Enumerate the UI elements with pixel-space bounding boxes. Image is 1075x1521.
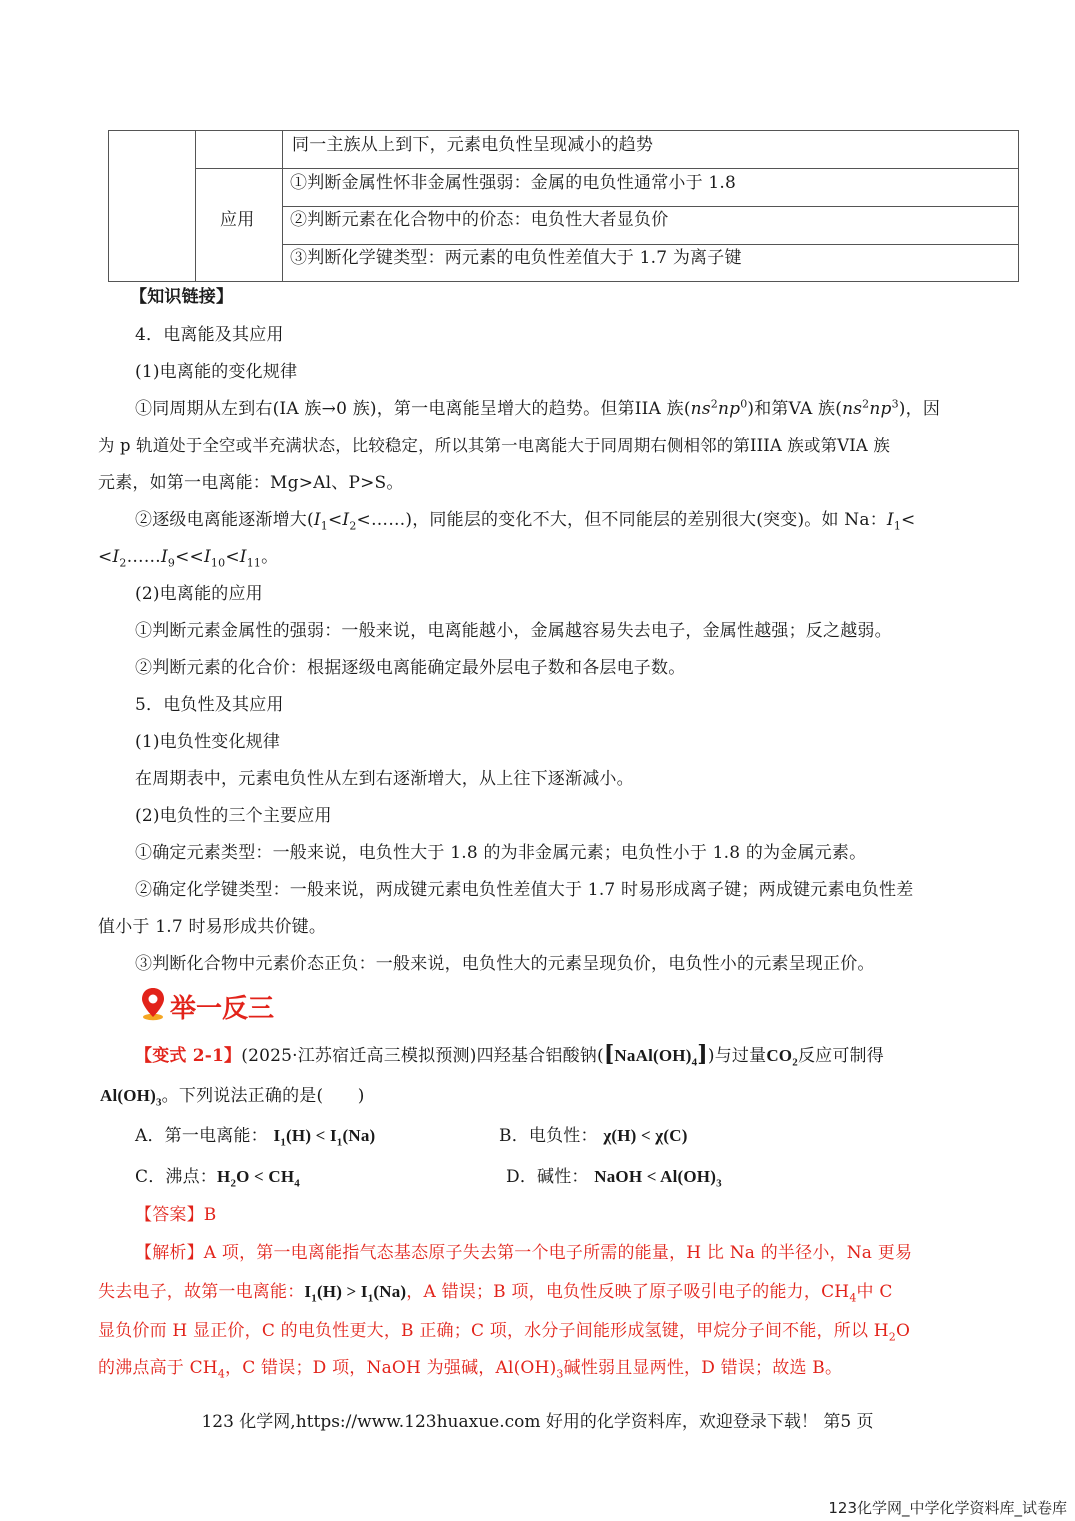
analysis-l4-b: ，C 错误；D 项，NaOH 为强碱，Al(OH) bbox=[225, 1358, 557, 1378]
table-border-top bbox=[108, 130, 1019, 131]
option-c-label: C．沸点： bbox=[135, 1167, 218, 1187]
p2l2-I11: I bbox=[239, 547, 247, 567]
table-cell-app-label: 应用 bbox=[220, 210, 255, 230]
analysis-l4-sub1: 4 bbox=[217, 1367, 226, 1381]
p1-ns: ns bbox=[690, 399, 711, 419]
analysis-l2-mid: (H) > I bbox=[316, 1282, 368, 1301]
analysis-l2-sub: 4 bbox=[849, 1291, 857, 1305]
p2l2-I10: I bbox=[204, 547, 211, 567]
option-a-i: I bbox=[273, 1126, 281, 1145]
table-cell-app-1: ①判断金属性怀非金属性强弱：金属的电负性通常小于 1.8 bbox=[290, 173, 737, 193]
table-border-left bbox=[108, 130, 109, 282]
paragraph-electroneg-2: ①确定元素类型：一般来说，电负性大于 1.8 的为非金属元素；电负性小于 1.8 的为金属元素。 bbox=[135, 843, 867, 863]
p2-I1b: I bbox=[886, 510, 894, 530]
paragraph-ionization-2-line2 bbox=[98, 545, 278, 569]
p2-sub-1b: 1 bbox=[893, 519, 902, 533]
p2l2-d: < bbox=[225, 547, 240, 567]
analysis-l3-sub: 2 bbox=[888, 1330, 896, 1344]
watermark: 123化学网_中学化学资料库_试卷库 bbox=[828, 1499, 1067, 1517]
analysis-line4 bbox=[98, 1356, 842, 1380]
table-cell-app-2: ②判断元素在化合物中的价态：电负性大者显负价 bbox=[290, 210, 669, 230]
option-b-expr: χ(H) < χ(C) bbox=[603, 1126, 688, 1145]
analysis-l2-a: 失去电子，故第一电离能： bbox=[98, 1282, 305, 1302]
option-a-sub2: 1 bbox=[336, 1136, 343, 1149]
p2-text-c: < bbox=[901, 510, 916, 530]
subheading-electroneg-use: (2)电负性的三个主要应用 bbox=[135, 806, 332, 826]
p1-text-a: ①同周期从左到右(IA 族→0 族)，第一电离能呈增大的趋势。但第IIA 族( bbox=[135, 399, 691, 419]
formula-co2-sub: 2 bbox=[792, 1056, 798, 1069]
option-b[interactable] bbox=[499, 1124, 688, 1148]
option-a-end: (Na) bbox=[342, 1126, 376, 1145]
knowledge-tag: 【知识链接】 bbox=[130, 287, 234, 307]
p1-sup-2: 2 bbox=[710, 397, 718, 411]
analysis-l3-a: 显负价而 H 显正价，C 的电负性更大，B 正确；C 项，水分子间能形成氢键，甲烷分子间不能，所以 H bbox=[98, 1321, 889, 1341]
option-a[interactable] bbox=[135, 1124, 375, 1148]
question-stem-line1 bbox=[135, 1042, 884, 1068]
subheading-electroneg-trend: (1)电负性变化规律 bbox=[135, 732, 281, 752]
page-footer: 123 化学网,https://www.123huaxue.com 好用的化学资料库，欢迎登录下载！ 第5 页 bbox=[201, 1412, 874, 1432]
option-c-expr: O < CH bbox=[236, 1167, 295, 1186]
analysis-line1: 【解析】A 项，第一电离能指气态基态原子失去第一个电子所需的能量，H 比 Na 的半径小，Na 更易 bbox=[135, 1243, 913, 1263]
table-border-bottom bbox=[108, 281, 1019, 282]
paragraph-ionization-2 bbox=[135, 508, 915, 532]
option-a-label: A．第一电离能： bbox=[135, 1126, 268, 1146]
heading-electronegativity: 5．电负性及其应用 bbox=[135, 695, 284, 715]
formula-co2: CO bbox=[766, 1046, 793, 1065]
p1-sup-0: 0 bbox=[740, 397, 748, 411]
p2l2-s10: 10 bbox=[210, 556, 226, 570]
subheading-ionization-use: (2)电离能的应用 bbox=[135, 584, 263, 604]
question-text-end: 反应可制得 bbox=[797, 1046, 884, 1066]
option-d-label: D．碱性： bbox=[506, 1167, 589, 1187]
analysis-l3-b: O bbox=[895, 1321, 911, 1341]
paragraph-electroneg-4: ③判断化合物中元素价态正负：一般来说，电负性大的元素呈现负价，电负性小的元素呈现正价。 bbox=[135, 954, 875, 974]
paragraph-electroneg-3-line1: ②确定化学键类型：一般来说，两成键元素电负性差值大于 1.7 时易形成离子键；两成键元素电负性差 bbox=[135, 880, 914, 900]
analysis-l4-a: 的沸点高于 CH bbox=[98, 1358, 218, 1378]
analysis-line2 bbox=[98, 1280, 893, 1304]
option-c[interactable] bbox=[135, 1165, 300, 1189]
p1-ns2: ns bbox=[842, 399, 863, 419]
analysis-l2-c: 中 C bbox=[856, 1282, 893, 1302]
table-cell-trend: 同一主族从上到下，元素电负性呈现减小的趋势 bbox=[292, 135, 654, 155]
p2-I1: I bbox=[313, 510, 321, 530]
bracket-left: [ bbox=[603, 1041, 615, 1067]
question-prompt: 。下列说法正确的是( ) bbox=[161, 1086, 365, 1106]
p2l2-e: 。 bbox=[261, 547, 279, 567]
p2l2-s11: 11 bbox=[246, 556, 262, 570]
formula-naaloh4: NaAl(OH) bbox=[614, 1046, 692, 1065]
section-heading: 举一反三 bbox=[170, 994, 275, 1024]
paragraph-ionization-1-line3: 元素，如第一电离能：Mg>Al、P>S。 bbox=[98, 473, 404, 493]
table-row-divider-2 bbox=[282, 206, 1019, 207]
formula-aloh3-sub: 3 bbox=[155, 1096, 162, 1109]
analysis-line3 bbox=[98, 1319, 910, 1343]
question-tag: 【变式 2-1】 bbox=[135, 1046, 242, 1066]
p1-np2: np bbox=[869, 399, 892, 419]
option-a-mid: (H) < I bbox=[286, 1126, 337, 1145]
p2l2-s9: 9 bbox=[167, 556, 176, 570]
paragraph-ionization-1 bbox=[135, 397, 940, 421]
paragraph-electroneg-3-line2: 值小于 1.7 时易形成共价键。 bbox=[98, 917, 327, 937]
analysis-l2-b: ，A 错误；B 项，电负性反映了原子吸引电子的能力，CH bbox=[406, 1282, 850, 1302]
analysis-l2-end: (Na) bbox=[373, 1282, 407, 1301]
heading-ionization: 4．电离能及其应用 bbox=[135, 325, 284, 345]
p2l2-s2: 2 bbox=[119, 556, 127, 570]
option-b-label: B．电负性： bbox=[499, 1126, 598, 1146]
p2-sub-1: 1 bbox=[320, 519, 328, 533]
p1-sup-2b: 2 bbox=[862, 397, 870, 411]
answer-label: 【答案】B bbox=[135, 1205, 217, 1225]
option-c-sub2: 4 bbox=[294, 1177, 300, 1190]
option-c-sub1: 2 bbox=[230, 1177, 237, 1190]
p2l2-a: < bbox=[98, 547, 113, 567]
bracket-right: ] bbox=[697, 1041, 708, 1067]
p2l2-c: << bbox=[175, 547, 204, 567]
p2-lt: < bbox=[327, 510, 343, 530]
p2-text-b: <……)，同能层的变化不大，但不同能层的差别很大(突变)。如 Na： bbox=[356, 510, 887, 530]
question-stem-line2 bbox=[100, 1084, 365, 1108]
question-text-after: )与过量 bbox=[707, 1046, 767, 1066]
analysis-l2-i: I bbox=[304, 1282, 312, 1301]
table-cell-app-3: ③判断化学键类型：两元素的电负性差值大于 1.7 为离子键 bbox=[290, 248, 742, 268]
formula-aloh3: Al(OH) bbox=[100, 1086, 156, 1105]
paragraph-ionization-4: ②判断元素的化合价：根据逐级电离能确定最外层电子数和各层电子数。 bbox=[135, 658, 686, 678]
p1-sup-3: 3 bbox=[891, 397, 899, 411]
option-d-expr: NaOH < Al(OH) bbox=[594, 1167, 717, 1186]
table-row-divider-1 bbox=[195, 168, 1019, 169]
p2l2-I2: I bbox=[112, 547, 120, 567]
question-source: (2025·江苏宿迁高三模拟预测)四羟基合铝酸钠( bbox=[241, 1046, 604, 1066]
p2l2-I9: I bbox=[160, 547, 168, 567]
paragraph-ionization-1-line2: 为 p 轨道处于全空或半充满状态，比较稳定，所以其第一电离能大于同周期右侧相邻的第IIIA 族或第VIA 族 bbox=[98, 436, 890, 455]
option-c-h: H bbox=[217, 1167, 231, 1186]
paragraph-electroneg-1: 在周期表中，元素电负性从左到右逐渐增大，从上往下逐渐减小。 bbox=[135, 769, 634, 789]
option-a-sub1: 1 bbox=[280, 1136, 287, 1149]
location-pin-icon bbox=[140, 987, 166, 1021]
p2-sub-2: 2 bbox=[349, 519, 357, 533]
analysis-l4-c: 碱性弱且显两性，D 错误；故选 B。 bbox=[563, 1358, 843, 1378]
p2l2-b: …… bbox=[126, 547, 161, 567]
p1-np: np bbox=[717, 399, 741, 419]
p2-text-a: ②逐级电离能逐渐增大( bbox=[135, 510, 314, 530]
analysis-l2-s2: 1 bbox=[367, 1292, 374, 1305]
analysis-l2-s1: 1 bbox=[311, 1292, 317, 1305]
option-d-sub: 3 bbox=[716, 1177, 722, 1190]
p2-I2: I bbox=[342, 510, 350, 530]
table-col-divider-1 bbox=[195, 130, 196, 282]
formula-sub-4: 4 bbox=[691, 1056, 698, 1069]
analysis-l4-sub2: 3 bbox=[556, 1367, 564, 1381]
p1-text-b: )和第VA 族( bbox=[747, 399, 843, 419]
option-d[interactable] bbox=[506, 1165, 722, 1189]
paragraph-ionization-3: ①判断元素金属性的强弱：一般来说，电离能越小，金属越容易失去电子，金属性越强；反之越弱。 bbox=[135, 621, 892, 641]
p1-text-c: )，因 bbox=[898, 399, 941, 419]
table-row-divider-3 bbox=[282, 244, 1019, 245]
subheading-ionization-trend: (1)电离能的变化规律 bbox=[135, 362, 298, 382]
